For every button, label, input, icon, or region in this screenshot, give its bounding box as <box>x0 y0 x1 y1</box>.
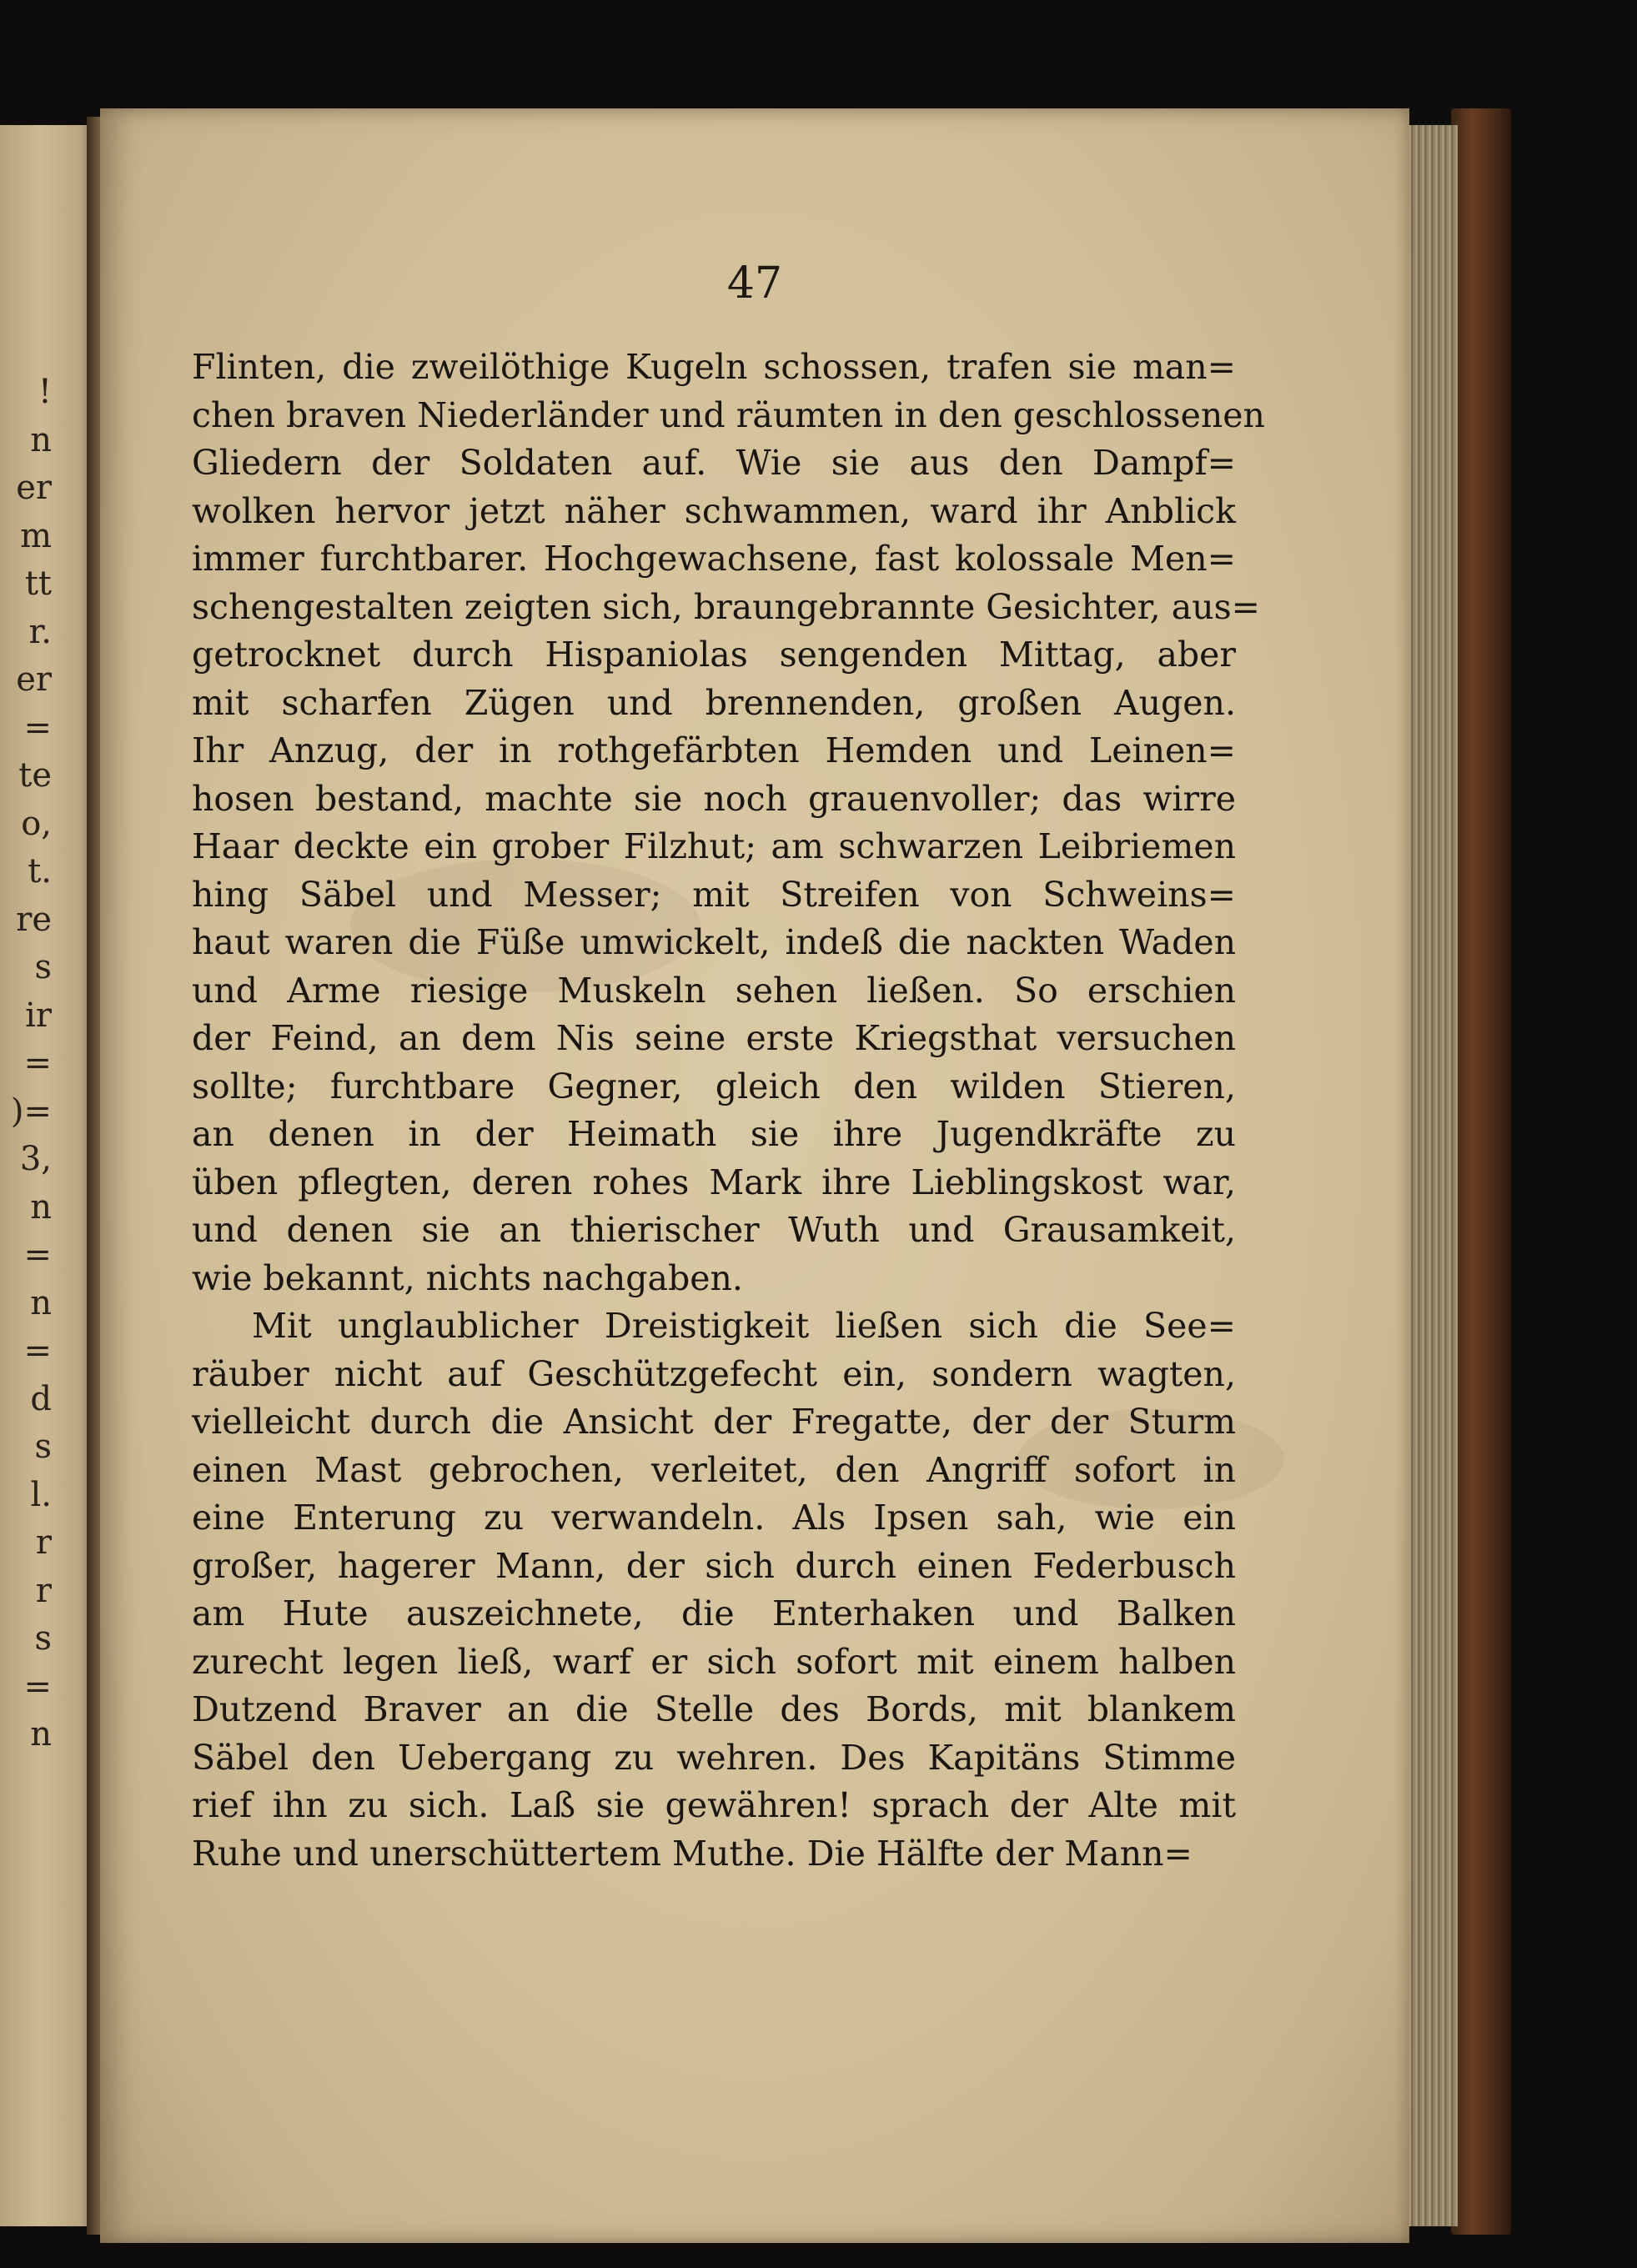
page-number: 47 <box>726 258 783 309</box>
left-page-fragment: 3, <box>19 1140 52 1178</box>
text-line: am Hute auszeichnete, die Enterhaken und Balken <box>192 1593 1236 1633</box>
text-line: mit scharfen Zügen und brennenden, großen Augen. <box>192 682 1236 723</box>
body-text <box>192 344 1265 1878</box>
left-page-fragment: n <box>30 1187 52 1227</box>
text-line: chen braven Niederländer und räumten in den geschlossenen <box>192 394 1265 435</box>
left-page-fragment: n <box>30 420 52 459</box>
text-line: getrocknet durch Hispaniolas sengenden Mittag, aber <box>192 635 1236 675</box>
text-line: rief ihn zu sich. Laß sie gewähren! sprach der Alte mit <box>192 1785 1236 1825</box>
left-page-fragment: d <box>30 1379 52 1418</box>
page-stack-edges <box>1408 125 1458 2226</box>
text-line: wie bekannt, nichts nachgaben. <box>192 1257 743 1298</box>
book-cover-edge <box>1451 108 1511 2235</box>
text-line: großer, hagerer Mann, der sich durch einen Federbusch <box>192 1545 1236 1586</box>
left-page-fragment: n <box>30 1715 52 1754</box>
text-line: Flinten, die zweilöthige Kugeln schossen, trafen sie man= <box>192 347 1236 387</box>
left-page-fragment: = <box>23 1044 52 1082</box>
left-page-fragment: er <box>16 660 52 699</box>
left-page-fragment: m <box>20 516 52 555</box>
text-line: hing Säbel und Messer; mit Streifen von Schweins= <box>192 874 1236 915</box>
text-line: schengestalten zeigten sich, braungebrannte Gesichter, aus= <box>192 586 1260 627</box>
left-page-fragment: = <box>23 1667 52 1706</box>
text-line: vielleicht durch die Ansicht der Fregatte, der der Sturm <box>192 1402 1236 1442</box>
text-line: wolken hervor jetzt näher schwammen, ward ihr Anblick <box>192 490 1236 531</box>
left-page-fragment: er <box>16 469 52 507</box>
left-page-fragment: ! <box>38 373 52 411</box>
left-page-fragment: t. <box>28 852 52 891</box>
text-line: üben pflegten, deren rohes Mark ihre Lieblingskost war, <box>192 1162 1236 1202</box>
left-page-fragment: r <box>35 1523 52 1562</box>
text-line: immer furchtbarer. Hochgewachsene, fast kolossale Men= <box>192 539 1236 579</box>
left-page-fragment: s <box>34 948 52 986</box>
text-line: räuber nicht auf Geschützgefecht ein, sondern wagten, <box>192 1353 1236 1394</box>
text-line: Dutzend Braver an die Stelle des Bords, mit blankem <box>192 1689 1236 1729</box>
left-page-fragment: r. <box>28 612 52 651</box>
text-line: hosen bestand, machte sie noch grauenvoller; das wirre <box>192 778 1236 819</box>
text-line: eine Enterung zu verwandeln. Als Ipsen sah, wie ein <box>192 1498 1236 1538</box>
text-line: zurecht legen ließ, warf er sich sofort mit einem halben <box>192 1641 1236 1682</box>
left-page <box>0 125 100 2226</box>
left-page-fragment: = <box>23 1332 52 1370</box>
left-page-fragment: r <box>35 1571 52 1610</box>
text-line: an denen in der Heimath sie ihre Jugendkräfte zu <box>192 1114 1236 1154</box>
left-page-fragment: tt <box>24 564 52 603</box>
left-page-fragment: re <box>16 900 52 939</box>
text-line: Ihr Anzug, der in rothgefärbten Hemden und Leinen= <box>192 730 1236 770</box>
paragraph-2 <box>192 1302 1236 1878</box>
right-page <box>100 108 1409 2243</box>
paragraph-1 <box>192 344 1265 1302</box>
left-page-fragment: n <box>30 1283 52 1322</box>
left-page-fragment: l. <box>30 1475 52 1514</box>
text-line: haut waren die Füße umwickelt, indeß die nackten Waden <box>192 922 1236 962</box>
text-line: Haar deckte ein grober Filzhut; am schwarzen Leibriemen <box>192 826 1236 866</box>
left-page-fragment: ir <box>25 996 52 1035</box>
left-page-fragment: )= <box>10 1091 52 1131</box>
left-page-fragment: = <box>23 1236 52 1274</box>
text-line: Mit unglaublicher Dreistigkeit ließen sich die See= <box>252 1306 1236 1346</box>
left-page-fragment: s <box>34 1428 52 1466</box>
text-line: sollte; furchtbare Gegner, gleich den wilden Stieren, <box>192 1066 1236 1106</box>
text-line: Ruhe und unerschüttertem Muthe. Die Hälfte der Mann= <box>192 1833 1193 1874</box>
text-line: Säbel den Uebergang zu wehren. Des Kapitäns Stimme <box>192 1737 1236 1778</box>
left-page-fragment: o, <box>21 804 52 843</box>
text-line: einen Mast gebrochen, verleitet, den Angriff sofort in <box>192 1449 1236 1490</box>
left-page-fragment: = <box>23 708 52 747</box>
text-line: und Arme riesige Muskeln sehen ließen. So erschien <box>192 970 1236 1011</box>
left-page-fragment: te <box>18 756 52 795</box>
left-page-fragment: s <box>34 1619 52 1658</box>
text-line: Gliedern der Soldaten auf. Wie sie aus den Dampf= <box>192 443 1236 483</box>
text-line: und denen sie an thierischer Wuth und Grausamkeit, <box>192 1210 1236 1250</box>
text-line: der Feind, an dem Nis seine erste Kriegsthat versuchen <box>192 1018 1236 1058</box>
